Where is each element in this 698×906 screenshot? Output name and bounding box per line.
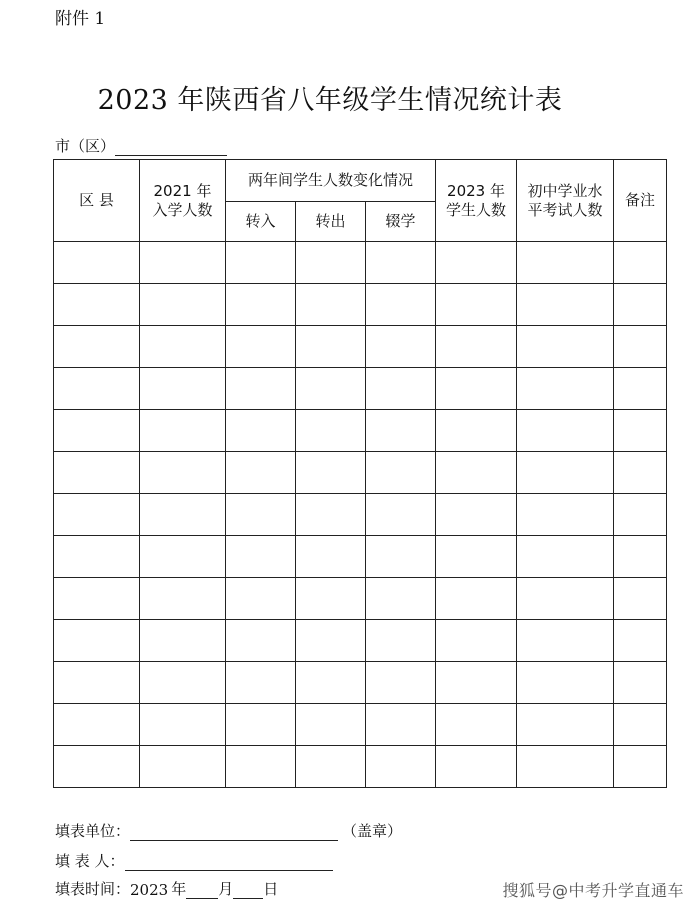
table-cell[interactable] [366, 746, 436, 788]
table-cell[interactable] [140, 620, 226, 662]
table-cell[interactable] [436, 620, 517, 662]
table-cell[interactable] [436, 452, 517, 494]
table-cell[interactable] [614, 536, 667, 578]
header-remarks: 备注 [614, 160, 667, 242]
table-cell[interactable] [436, 536, 517, 578]
table-cell[interactable] [436, 578, 517, 620]
table-cell[interactable] [140, 746, 226, 788]
table-cell[interactable] [226, 452, 296, 494]
table-cell[interactable] [366, 704, 436, 746]
table-cell[interactable] [226, 368, 296, 410]
table-cell[interactable] [614, 452, 667, 494]
table-cell[interactable] [296, 326, 366, 368]
table-row [54, 704, 667, 746]
table-cell[interactable] [296, 662, 366, 704]
table-cell[interactable] [614, 704, 667, 746]
table-cell[interactable] [296, 452, 366, 494]
table-cell[interactable] [54, 452, 140, 494]
table-row [54, 284, 667, 326]
table-row [54, 620, 667, 662]
header-exam-count: 初中学业水平考试人数 [517, 160, 614, 242]
table-cell[interactable] [140, 494, 226, 536]
table-cell[interactable] [54, 326, 140, 368]
header-students-2023: 2023 年学生人数 [436, 160, 517, 242]
page-title: 2023 年陕西省八年级学生情况统计表 [97, 85, 563, 116]
table-cell[interactable] [366, 242, 436, 284]
table-cell[interactable] [517, 410, 614, 452]
header-enroll-2021: 2021 年入学人数 [140, 160, 226, 242]
table-cell[interactable] [54, 368, 140, 410]
table-cell[interactable] [54, 620, 140, 662]
time-label: 填表时间： [55, 880, 131, 898]
statistics-table [53, 159, 667, 788]
table-cell[interactable] [366, 410, 436, 452]
filler-blank-line[interactable] [125, 854, 333, 871]
table-cell[interactable] [296, 410, 366, 452]
table-cell[interactable] [140, 452, 226, 494]
table-cell[interactable] [614, 494, 667, 536]
table-cell[interactable] [614, 368, 667, 410]
day-blank-line[interactable] [233, 882, 263, 899]
table-cell[interactable] [614, 410, 667, 452]
table-cell[interactable] [296, 620, 366, 662]
filler-label: 填 表 人： [55, 852, 125, 870]
table-row [54, 662, 667, 704]
header-change-group: 两年间学生人数变化情况 [226, 160, 436, 202]
table-cell[interactable] [436, 746, 517, 788]
header-transfer-in: 转入 [226, 202, 296, 242]
footer-time-row [55, 878, 278, 899]
table-cell[interactable] [436, 242, 517, 284]
table-cell[interactable] [296, 242, 366, 284]
table-row [54, 368, 667, 410]
table-cell[interactable] [226, 704, 296, 746]
city-field [55, 135, 227, 156]
table-row [54, 746, 667, 788]
table-cell[interactable] [296, 494, 366, 536]
table-cell[interactable] [226, 284, 296, 326]
table-cell[interactable] [296, 284, 366, 326]
city-label: 市（区） [55, 137, 116, 155]
city-blank-line[interactable] [115, 139, 227, 156]
header-dropout: 辍学 [366, 202, 436, 242]
table-cell[interactable] [614, 242, 667, 284]
table-cell[interactable] [517, 704, 614, 746]
table-cell[interactable] [517, 578, 614, 620]
table-row [54, 578, 667, 620]
table-cell[interactable] [226, 620, 296, 662]
table-cell[interactable] [226, 410, 296, 452]
table-row [54, 326, 667, 368]
table-cell[interactable] [296, 536, 366, 578]
table-cell[interactable] [140, 704, 226, 746]
table-cell[interactable] [517, 746, 614, 788]
table-cell[interactable] [436, 326, 517, 368]
table-cell[interactable] [366, 326, 436, 368]
unit-blank-line[interactable] [130, 824, 338, 841]
header-transfer-out: 转出 [296, 202, 366, 242]
table-row [54, 536, 667, 578]
table-cell[interactable] [140, 410, 226, 452]
table-cell[interactable] [517, 368, 614, 410]
table-cell[interactable] [436, 704, 517, 746]
table-cell[interactable] [517, 536, 614, 578]
table-cell[interactable] [54, 536, 140, 578]
table-cell[interactable] [436, 284, 517, 326]
table-body [54, 242, 667, 788]
table-cell[interactable] [140, 284, 226, 326]
table-cell[interactable] [517, 620, 614, 662]
table-row [54, 494, 667, 536]
table-cell[interactable] [436, 368, 517, 410]
table-cell[interactable] [366, 662, 436, 704]
month-blank-line[interactable] [186, 882, 218, 899]
table-cell[interactable] [366, 536, 436, 578]
header-district: 区 县 [54, 160, 140, 242]
year-unit: 年 [171, 880, 187, 898]
table-cell[interactable] [140, 578, 226, 620]
table-cell[interactable] [366, 368, 436, 410]
table-cell[interactable] [296, 578, 366, 620]
table-cell[interactable] [614, 746, 667, 788]
month-unit: 月 [218, 880, 234, 898]
table-cell[interactable] [614, 326, 667, 368]
seal-label: （盖章） [342, 822, 403, 840]
table-cell[interactable] [436, 410, 517, 452]
table-cell[interactable] [614, 662, 667, 704]
table-cell[interactable] [366, 620, 436, 662]
table-cell[interactable] [140, 536, 226, 578]
table-cell[interactable] [140, 368, 226, 410]
table-row [54, 452, 667, 494]
table-cell[interactable] [54, 662, 140, 704]
table-cell[interactable] [517, 662, 614, 704]
table-cell[interactable] [54, 746, 140, 788]
table-cell[interactable] [517, 494, 614, 536]
table-cell[interactable] [517, 284, 614, 326]
table-cell[interactable] [226, 746, 296, 788]
table-cell[interactable] [614, 284, 667, 326]
table-cell[interactable] [614, 620, 667, 662]
table-cell[interactable] [436, 662, 517, 704]
table-cell[interactable] [614, 578, 667, 620]
table-cell[interactable] [226, 536, 296, 578]
attachment-label: 附件 1 [55, 9, 106, 29]
table-cell[interactable] [296, 368, 366, 410]
table-cell[interactable] [517, 242, 614, 284]
footer-unit-row [55, 820, 402, 841]
table-cell[interactable] [54, 494, 140, 536]
table-cell[interactable] [296, 704, 366, 746]
watermark: 搜狐号@中考升学直通车 [502, 881, 684, 900]
table-cell[interactable] [54, 410, 140, 452]
table-cell[interactable] [366, 452, 436, 494]
table-cell[interactable] [140, 662, 226, 704]
table-cell[interactable] [366, 284, 436, 326]
time-year: 2023 [130, 881, 169, 899]
table-cell[interactable] [436, 494, 517, 536]
table-cell[interactable] [54, 704, 140, 746]
table-row [54, 410, 667, 452]
table-cell[interactable] [366, 494, 436, 536]
footer-filler-row [55, 850, 333, 871]
table-cell[interactable] [54, 284, 140, 326]
table-cell[interactable] [517, 452, 614, 494]
table-cell[interactable] [54, 578, 140, 620]
table-cell[interactable] [140, 242, 226, 284]
table-cell[interactable] [366, 578, 436, 620]
table-cell[interactable] [140, 326, 226, 368]
day-unit: 日 [263, 880, 279, 898]
table-row [54, 242, 667, 284]
table-cell[interactable] [226, 494, 296, 536]
unit-label: 填表单位： [55, 822, 131, 840]
table-cell[interactable] [226, 578, 296, 620]
table-cell[interactable] [226, 242, 296, 284]
table-cell[interactable] [517, 326, 614, 368]
table-cell[interactable] [226, 662, 296, 704]
table-cell[interactable] [296, 746, 366, 788]
table-cell[interactable] [54, 242, 140, 284]
table-cell[interactable] [226, 326, 296, 368]
